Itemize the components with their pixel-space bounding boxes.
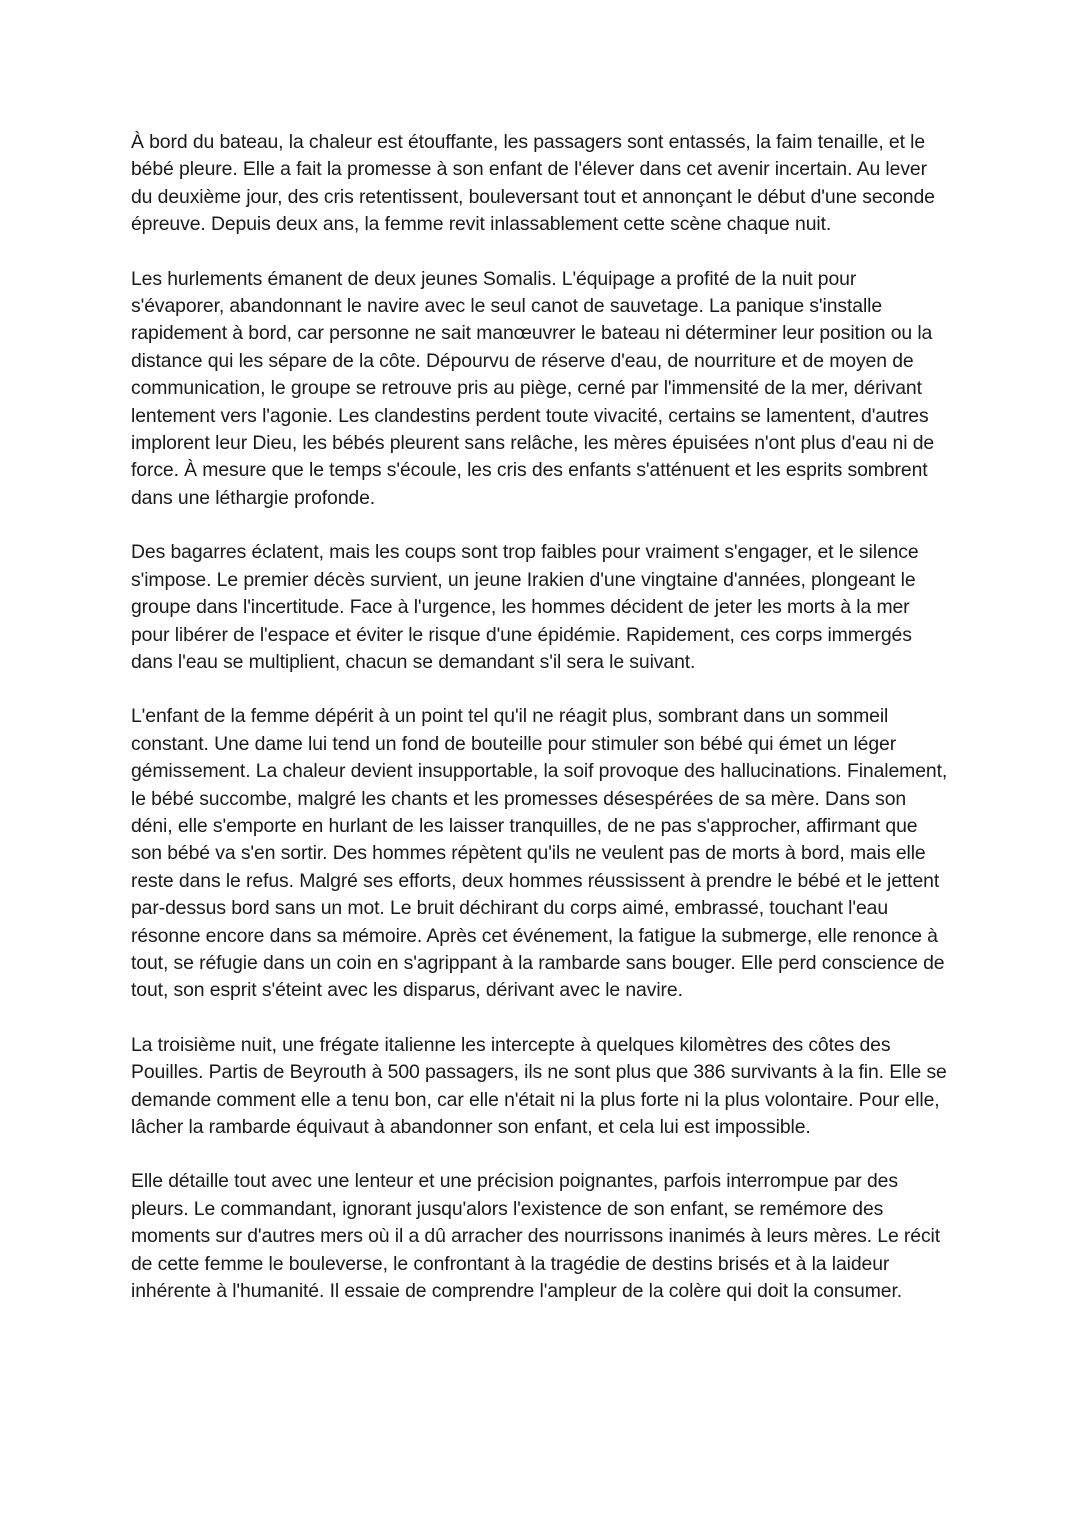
paragraph-1: À bord du bateau, la chaleur est étouffante, les passagers sont entassés, la faim tenaille, et le bébé pleure. Elle a fait la promesse à son enfant de l'élever dans cet avenir incertain. Au lever du deuxième jour, des cris retentissent, bouleversant tout et annonçant le début d'une seconde épreuve. Depuis deux ans, la femme revit inlassablement cette scène chaque nuit.: [131, 131, 935, 236]
text-body: [131, 129, 951, 1332]
paragraph-6: Elle détaille tout avec une lenteur et une précision poignantes, parfois interrompue par des pleurs. Le commandant, ignorant jusqu'alors l'existence de son enfant, se remémore des moments sur d'autres mers où il a dû arracher des nourrissons inanimés à leurs mères. Le récit de cette femme le bouleverse, le confrontant à la tragédie de destins brisés et à la laideur inhérente à l'humanité. Il essaie de comprendre l'ampleur de la colère qui doit la consumer.: [131, 1170, 941, 1303]
paragraph-2: Les hurlements émanent de deux jeunes Somalis. L'équipage a profité de la nuit pour s'évaporer, abandonnant le navire avec le seul canot de sauvetage. La panique s'installe rapidement à bord, car personne ne sait manœuvrer le bateau ni déterminer leur position ou la distance qui les sépare de la côte. Dépourvu de réserve d'eau, de nourriture et de moyen de communication, le groupe se retrouve pris au piège, cerné par l'immensité de la mer, dérivant lentement vers l'agonie. Les clandestins perdent toute vivacité, certains se lamentent, d'autres implorent leur Dieu, les bébés pleurent sans relâche, les mères épuisées n'ont plus d'eau ni de force. À mesure que le temps s'écoule, les cris des enfants s'atténuent et les esprits sombrent dans une léthargie profonde.: [131, 267, 935, 509]
paragraph-5: La troisième nuit, une frégate italienne les intercepte à quelques kilomètres des côtes des Pouilles. Partis de Beyrouth à 500 passagers, ils ne sont plus que 386 survivants à la fin. Elle se demande comment elle a tenu bon, car elle n'était ni la plus forte ni la plus volontaire. Pour elle, lâcher la rambarde équivaut à abandonner son enfant, et cela lui est impossible.: [131, 1033, 947, 1138]
paragraph-3: Des bagarres éclatent, mais les coups sont trop faibles pour vraiment s'engager, et le silence s'impose. Le premier décès survient, un jeune Irakien d'une vingtaine d'années, plongeant le groupe dans l'incertitude. Face à l'urgence, les hommes décident de jeter les morts à la mer pour libérer de l'espace et éviter le risque d'une épidémie. Rapidement, ces corps immergés dans l'eau se multiplient, chacun se demandant s'il sera le suivant.: [131, 541, 919, 673]
paragraph-4: L'enfant de la femme dépérit à un point tel qu'il ne réagit plus, sombrant dans un sommeil constant. Une dame lui tend un fond de bouteille pour stimuler son bébé qui émet un léger gémissement. La chaleur devient insupportable, la soif provoque des hallucinations. Finalement, le bébé succombe, malgré les chants et les promesses désespérées de sa mère. Dans son déni, elle s'emporte en hurlant de les laisser tranquilles, de ne pas s'approcher, affirmant que son bébé va s'en sortir. Des hommes répètent qu'ils ne veulent pas de morts à bord, mais elle reste dans le refus. Malgré ses efforts, deux hommes réussissent à prendre le bébé et le jettent par-dessus bord sans un mot. Le bruit déchirant du corps aimé, embrassé, touchant l'eau résonne encore dans sa mémoire. Après cet événement, la fatigue la submerge, elle renonce à tout, se réfugie dans un coin en s'agrippant à la rambarde sans bouger. Elle perd conscience de tout, son esprit s'éteint avec les disparus, dérivant avec le navire.: [131, 705, 948, 1002]
